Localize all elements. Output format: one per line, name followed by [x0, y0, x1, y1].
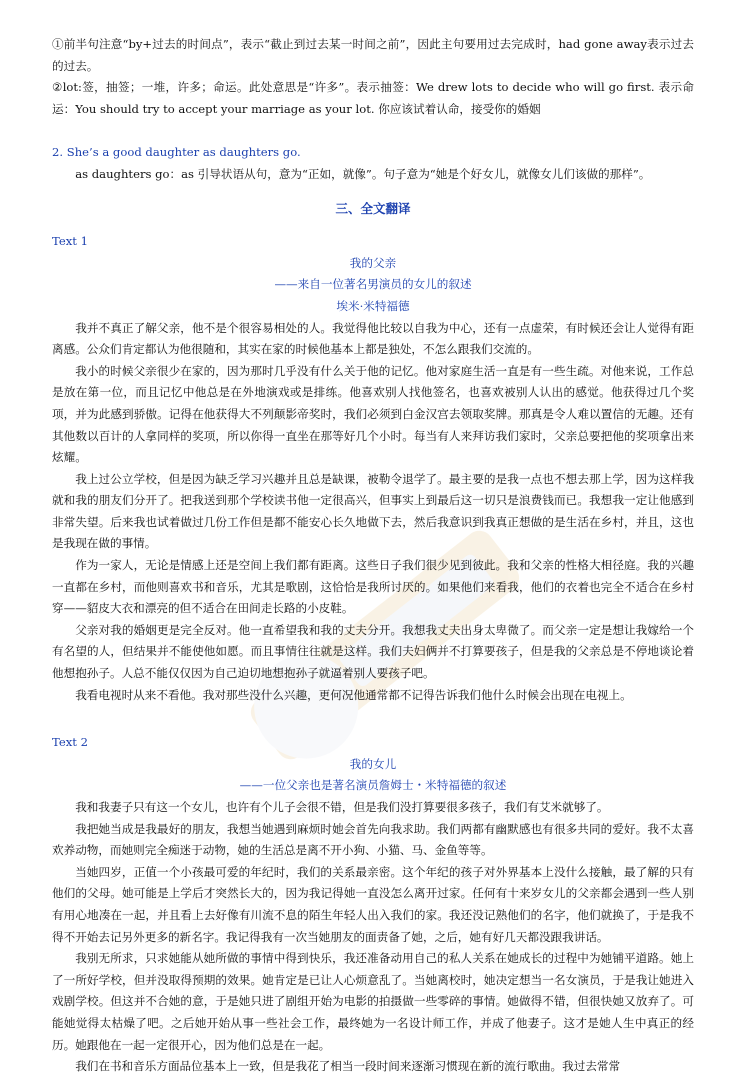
text1-author: 埃米·米特福德 [336, 298, 410, 313]
sentence-2-explanation: as daughters go：as 引导状语从句，意为“正如，就像”。句子意为“她是个好女儿，就像女儿们该做的那样”。 [75, 166, 651, 181]
text2-paragraph: 我把她当成是我最好的朋友，我想当她遇到麻烦时她会首先向我求助。我们两都有幽默感也有很多共同的爱好。我不太喜欢养动物，而她则完全痴迷于动物，她的生活总是离不开小狗、小猫、马、金鱼等等。 [52, 821, 694, 858]
text2-paragraph: 当她四岁，正值一个小孩最可爱的年纪时，我们的关系最亲密。这个年纪的孩子对外界基本上没什么接触，最了解的只有他们的父母。她可能是上学后才突然长大的，因为我记得她一直没怎么离开过家。任何有十来岁女儿的父亲都会遇到一些人别有用心地凑在一起，并且看上去好像有川流不息的陌生年轻人出入我们的家。我还没记熟他们的名字，他们就换了，于是我不得不开始去记另外更多的新名字。我记得我有一次当她朋友的面责备了她，之后，她有好几天都没跟我讲话。 [52, 864, 694, 944]
text1-title: 我的父亲 [349, 255, 397, 270]
text1-paragraph: 父亲对我的婚姻更是完全反对。他一直希望我和我的丈夫分开。我想我丈夫出身太卑微了。而父亲一定是想让我嫁给一个有名望的人，但结果并不能使他如愿。而且事情往往就是这样。我们夫妇俩并不打算要孩子，但是我的父亲总是不停地谈论着他想抱孙子。人总不能仅仅因为自己迫切地想抱孙子就逼着别人要孩子吧。 [52, 622, 694, 681]
text1-subtitle: ——来自一位著名男演员的女儿的叙述 [274, 277, 472, 292]
text2-paragraph: 我和我妻子只有这一个女儿，也许有个儿子会很不错，但是我们没打算要很多孩子，我们有艾米就够了。 [75, 800, 609, 814]
section-title: 三、全文翻译 [335, 200, 411, 216]
sentence-2: 2. She’s a good daughter as daughters go. [52, 145, 301, 160]
text2-label: Text 2 [52, 735, 88, 750]
page-content [52, 34, 694, 1078]
text1-paragraph: 我看电视时从来不看他。我对那些没什么兴趣，更何况他通常都不记得告诉我们他什么时候会出现在电视上。 [75, 687, 632, 702]
text2-paragraph: 我别无所求，只求她能从她所做的事情中得到快乐，我还准备动用自己的私人关系在她成长的过程中为她铺平道路。她上了一所好学校，但并没取得预期的效果。她肯定是已让人心烦意乱了。当她离校时，她决定想当一名女演员，于是我让她进入戏剧学校。但这并不合她的意，于是她只进了剧组开始为电影的拍摄做一些零碎的事情。她做得不错，但很快她又放弃了。可能她觉得太枯燥了吧。之后她开始从事一些社会工作，最终她为一名设计师工作，并成了他妻子。这才是她人生中真正的经历。她跟他在一起一定很开心，因为他们总是在一起。 [52, 951, 694, 1052]
text2-title: 我的女儿 [349, 756, 397, 771]
text1-label: Text 1 [52, 234, 88, 249]
note-2: ②lot:签，抽签；一堆，许多；命运。此处意思是“许多”。表示抽签：We drew lots to decide who will go first. 表示命运：You should try to accept your marriage as your lot. 你应该试着认命，接受你的婚姻 [52, 80, 694, 116]
text1-paragraph: 我上过公立学校，但是因为缺乏学习兴趣并且总是缺课，被勒令退学了。最主要的是我一点也不想去那上学，因为这样我就和我的朋友们分开了。把我送到那个学校读书他一定很高兴，但事实上到最后这一切只是浪费钱而已。我想我一定让他感到非常失望。后来我也试着做过几份工作但是都不能安心长久地做下去，然后我意识到我真正想做的是生活在乡村，并且，这也是我现在做的事情。 [52, 471, 694, 551]
text1-paragraph: 作为一家人，无论是情感上还是空间上我们都有距离。这些日子我们很少见到彼此。我和父亲的性格大相径庭。我的兴趣一直都在乡村，而他则喜欢书和音乐，尤其是歌剧，这恰恰是我所讨厌的。如果他们来看我，他们的衣着也完全不适合在乡村穿——貂皮大衣和漂亮的但不适合在田间走长路的小皮鞋。 [52, 558, 694, 616]
note-1: ①前半句注意“by+过去的时间点”，表示“截止到过去某一时间之前”，因此主句要用过去完成时，had gone away表示过去的过去。 [52, 37, 694, 73]
text1-paragraph: 我小的时候父亲很少在家的，因为那时几乎没有什么关于他的记忆。他对家庭生活一直是有一些生疏。对他来说，工作总是放在第一位，而且记忆中他总是在外地演戏或是排练。他喜欢别人找他签名，也喜欢被别人认出的感觉。他获得过几个奖项，并为此感到骄傲。记得在他获得大不列颠影帝奖时，我们必须到白金汉宫去领取奖牌。那真是令人难以置信的无趣。还有其他数以百计的人拿同样的奖项，所以你得一直坐在那等好几个小时。每当有人来拜访我们家时，父亲总要把他的奖项拿出来炫耀。 [52, 363, 694, 465]
text2-subtitle: ——一位父亲也是著名演员詹姆士・米特福德的叙述 [239, 778, 507, 793]
text1-paragraph: 我并不真正了解父亲，他不是个很容易相处的人。我觉得他比较以自我为中心，还有一点虚荣，有时候还会让人觉得有距离感。公众们肯定都认为他很随和，其实在家的时候他基本上都是独处，不怎么跟我们交流的。 [52, 320, 694, 357]
text2-paragraph: 我们在书和音乐方面品位基本上一致，但是我花了相当一段时间来逐渐习惯现在新的流行歌曲。我过去常常 [75, 1059, 621, 1074]
